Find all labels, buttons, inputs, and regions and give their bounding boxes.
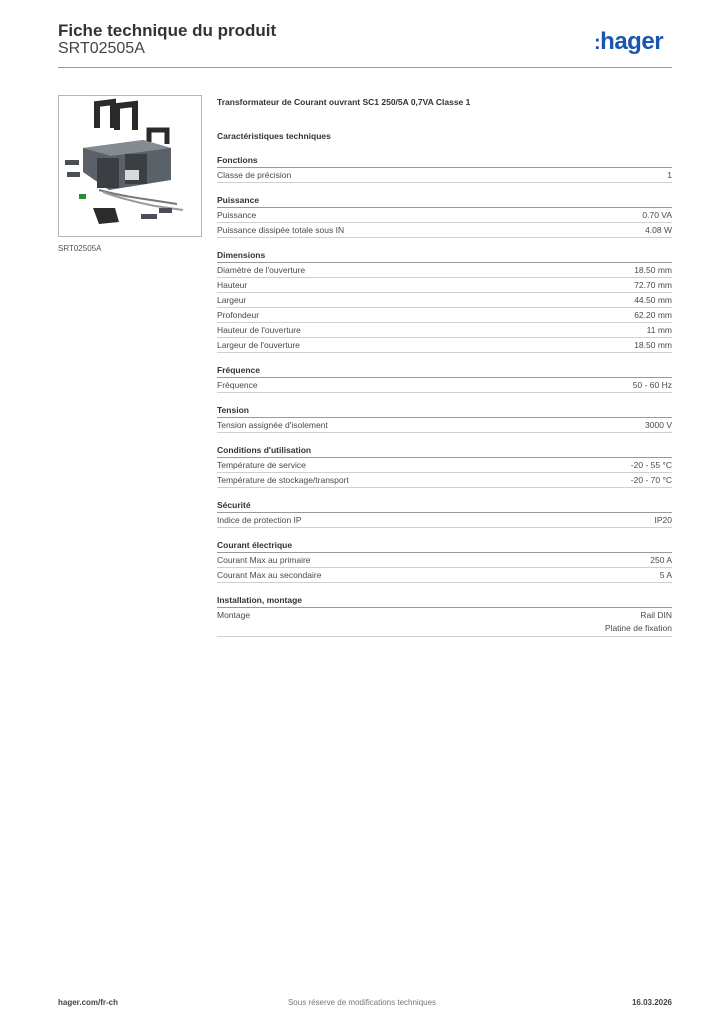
spec-row <box>217 418 672 433</box>
spec-row <box>217 473 672 488</box>
specifications <box>217 95 672 637</box>
spec-value: 4.08 W <box>645 224 672 235</box>
spec-row <box>217 293 672 308</box>
spec-value: 3000 V <box>645 419 672 430</box>
spec-value: IP20 <box>654 514 672 525</box>
section-title: Sécurité <box>217 498 672 513</box>
spec-row <box>217 168 672 183</box>
spec-label: Courant Max au secondaire <box>217 569 322 580</box>
spec-label: Température de service <box>217 459 306 470</box>
footer-date: 16.03.2026 <box>631 998 672 1007</box>
spec-label: Fréquence <box>217 379 258 390</box>
spec-value: Rail DIN Platine de fixation <box>604 609 672 633</box>
spec-section <box>217 153 672 183</box>
footer-website: hager.com/fr-ch <box>58 998 119 1007</box>
spec-section <box>217 248 672 353</box>
spec-row <box>217 223 672 238</box>
spec-row <box>217 378 672 393</box>
image-caption: SRT02505A <box>58 244 102 253</box>
product-image-frame <box>58 95 202 237</box>
spec-label: Température de stockage/transport <box>217 474 349 485</box>
spec-value: 50 - 60 Hz <box>632 379 672 390</box>
spec-value: 44.50 mm <box>634 294 672 305</box>
spec-section <box>217 593 672 637</box>
section-title: Dimensions <box>217 248 672 263</box>
spec-value: -20 - 55 °C <box>630 459 672 470</box>
spec-value: 72.70 mm <box>634 279 672 290</box>
spec-label: Largeur de l'ouverture <box>217 339 300 350</box>
spec-row <box>217 608 672 637</box>
spec-row <box>217 513 672 528</box>
footer-disclaimer: Sous réserve de modifications techniques <box>287 998 437 1007</box>
spec-section <box>217 363 672 393</box>
hager-logo: :hager <box>594 28 664 55</box>
product-title: Transformateur de Courant ouvrant SC1 250/5A 0,7VA Classe 1 <box>217 97 471 107</box>
section-title: Fréquence <box>217 363 672 378</box>
spec-row <box>217 568 672 583</box>
spec-row <box>217 323 672 338</box>
spec-label: Largeur <box>217 294 247 305</box>
header-divider <box>58 67 672 68</box>
section-title: Courant électrique <box>217 538 672 553</box>
spec-value: 18.50 mm <box>634 339 672 350</box>
spec-sections <box>217 153 672 637</box>
spec-row <box>217 308 672 323</box>
section-title: Installation, montage <box>217 593 672 608</box>
section-title: Fonctions <box>217 153 672 168</box>
section-title: Conditions d'utilisation <box>217 443 672 458</box>
spec-label: Puissance <box>217 209 257 220</box>
spec-value: 1 <box>667 169 672 180</box>
spec-label: Courant Max au primaire <box>217 554 311 565</box>
spec-label: Montage <box>217 609 251 620</box>
spec-section <box>217 403 672 433</box>
current-transformer-product-photo <box>59 96 201 236</box>
spec-value: 0.70 VA <box>642 209 672 220</box>
logo-text: hager <box>600 28 664 55</box>
spec-row <box>217 553 672 568</box>
spec-row <box>217 263 672 278</box>
spec-row <box>217 458 672 473</box>
spec-label: Hauteur de l'ouverture <box>217 324 301 335</box>
page-title: Fiche technique du produit <box>58 21 277 40</box>
spec-value: -20 - 70 °C <box>630 474 672 485</box>
spec-value: 5 A <box>659 569 672 580</box>
characteristics-heading: Caractéristiques techniques <box>217 131 331 141</box>
spec-label: Indice de protection IP <box>217 514 302 525</box>
spec-row <box>217 338 672 353</box>
spec-row <box>217 278 672 293</box>
spec-row <box>217 208 672 223</box>
spec-value: 11 mm <box>646 324 672 335</box>
spec-label: Diamètre de l'ouverture <box>217 264 306 275</box>
spec-label: Classe de précision <box>217 169 292 180</box>
section-title: Tension <box>217 403 672 418</box>
spec-label: Tension assignée d'isolement <box>217 419 328 430</box>
spec-label: Profondeur <box>217 309 260 320</box>
spec-label: Puissance dissipée totale sous IN <box>217 224 345 235</box>
product-reference: SRT02505A <box>58 40 145 57</box>
spec-label: Hauteur <box>217 279 248 290</box>
section-title: Puissance <box>217 193 672 208</box>
spec-section <box>217 498 672 528</box>
spec-section <box>217 193 672 238</box>
spec-value: 250 A <box>650 554 672 565</box>
spec-section <box>217 443 672 488</box>
spec-value: 62.20 mm <box>634 309 672 320</box>
spec-section <box>217 538 672 583</box>
spec-value: 18.50 mm <box>634 264 672 275</box>
